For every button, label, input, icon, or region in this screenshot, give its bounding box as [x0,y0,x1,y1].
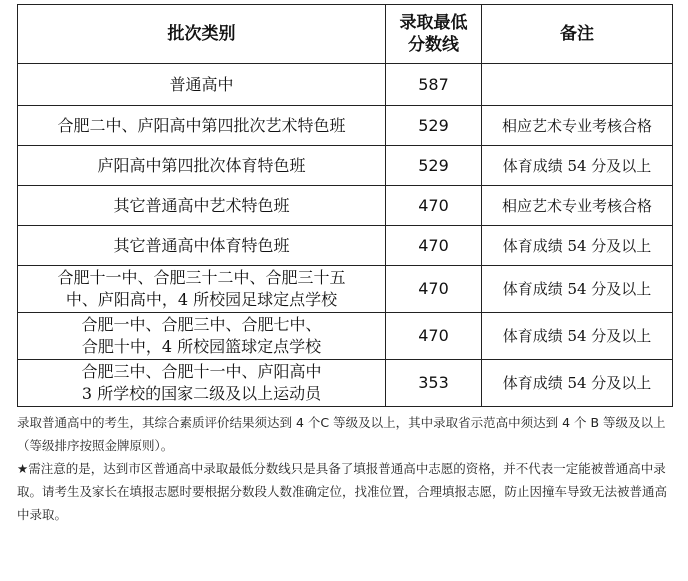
row-score: 529 [386,146,482,186]
table-header-row [18,5,673,64]
row-category [18,186,386,226]
row-category [18,106,386,146]
header-min-score [386,5,482,64]
header-remarks: 备注 [482,5,673,64]
row-score: 353 [386,360,482,407]
category-line: 合肥十中，4 所校园篮球定点学校 [81,337,322,356]
row-remark: 体育成绩 54 分及以上 [482,266,673,313]
row-remark: 相应艺术专业考核合格 [482,186,673,226]
category-line: 合肥三中、合肥十一中、庐阳高中 [81,362,322,381]
row-score: 470 [386,186,482,226]
row-category [18,226,386,266]
category-line: 3 所学校的国家二级及以上运动员 [81,384,322,403]
category-line: 其它普通高中艺术特色班 [113,195,290,215]
row-category [18,313,386,360]
row-score: 587 [386,64,482,106]
row-score: 470 [386,226,482,266]
category-line: 中、庐阳高中，4 所校园足球定点学校 [65,290,338,309]
table-row [18,313,673,360]
row-score: 470 [386,313,482,360]
row-remark: 体育成绩 54 分及以上 [482,360,673,407]
header-min-score-line1: 录取最低 [399,13,468,33]
row-score: 529 [386,106,482,146]
category-line: 庐阳高中第四批次体育特色班 [97,155,306,175]
row-category [18,266,386,313]
admission-score-table [17,4,673,407]
row-remark: 相应艺术专业考核合格 [482,106,673,146]
table-row [18,186,673,226]
note-quality-evaluation: 录取普通高中的考生，其综合素质评价结果须达到 4 个C 等级及以上，其中录取省示范高中须达到 4 个 B 等级及以上（等级排序按照金牌原则）。 [17,415,666,453]
row-remark: 体育成绩 54 分及以上 [482,313,673,360]
row-category [18,146,386,186]
note-attention: ★需注意的是，达到市区普通高中录取最低分数线只是具备了填报普通高中志愿的资格，并不代表一定能被普通高中录取。请考生及家长在填报志愿时要根据分数段人数准确定位，找准位置，合理填报志愿，防止因撞车导致无法被普通高中录取。 [17,461,668,522]
row-category [18,360,386,407]
notes-section [17,411,672,526]
row-remark [482,64,673,106]
category-line: 合肥二中、庐阳高中第四批次艺术特色班 [57,115,346,135]
table-row [18,146,673,186]
category-line: 合肥一中、合肥三中、合肥七中、 [81,315,322,334]
row-category [18,64,386,106]
table-row [18,106,673,146]
table-row [18,266,673,313]
header-min-score-line2: 分数线 [408,35,459,55]
admission-content [17,4,672,526]
table-row [18,226,673,266]
header-category: 批次类别 [18,5,386,64]
category-line: 合肥十一中、合肥三十二中、合肥三十五 [57,268,346,287]
category-line: 普通高中 [169,74,234,94]
row-remark: 体育成绩 54 分及以上 [482,146,673,186]
category-line: 其它普通高中体育特色班 [113,235,290,255]
row-remark: 体育成绩 54 分及以上 [482,226,673,266]
row-score: 470 [386,266,482,313]
table-row [18,360,673,407]
table-row [18,64,673,106]
